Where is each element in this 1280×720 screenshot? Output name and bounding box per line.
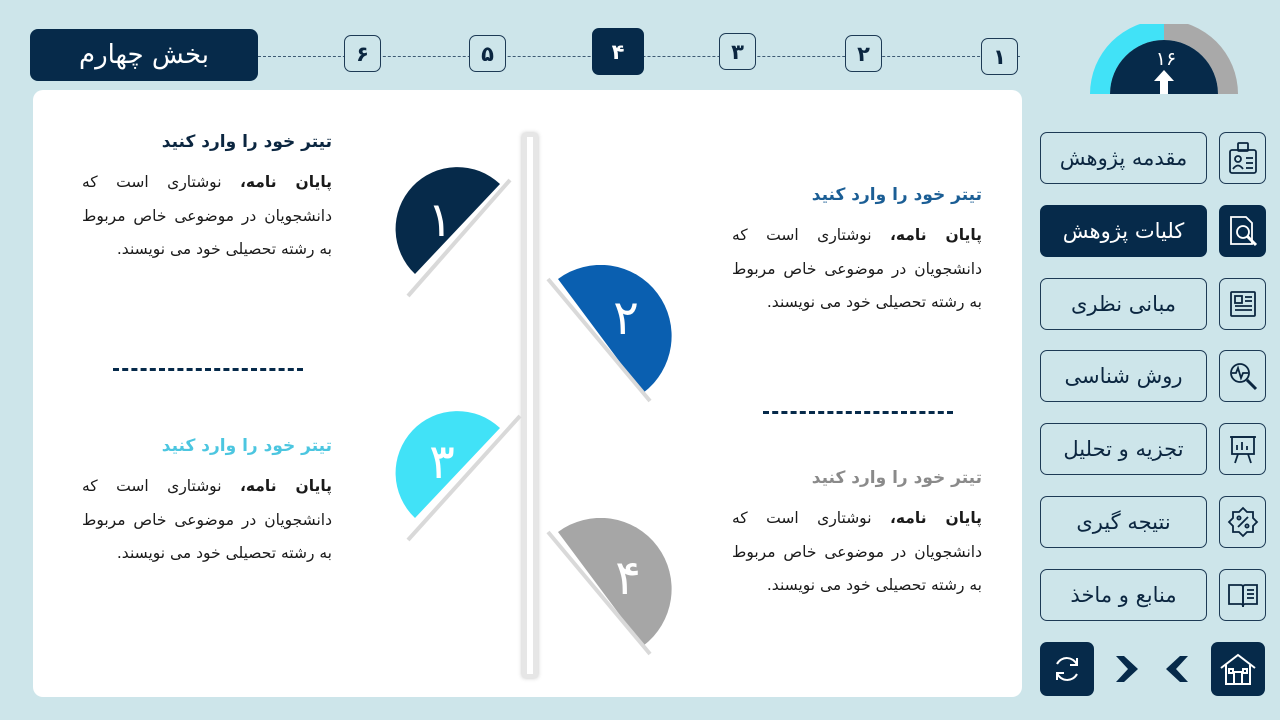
- block-2-body: [732, 219, 982, 320]
- badge-2-number: ۲: [613, 290, 639, 346]
- menu-methodology-button[interactable]: روش شناسی: [1040, 350, 1207, 402]
- step-5[interactable]: ۵: [469, 35, 506, 72]
- block-3-title: تیتر خود را وارد کنید: [161, 436, 332, 456]
- home-button[interactable]: [1211, 642, 1265, 696]
- block-2-text: نوشتاری است که دانشجویان در موضوعی خاص مربوط به رشته تحصیلی خود می نویسند.: [732, 226, 982, 311]
- step-6[interactable]: ۶: [344, 35, 381, 72]
- divider-right: [763, 411, 953, 414]
- block-4-body: [732, 502, 982, 603]
- block-1-title: تیتر خود را وارد کنید: [161, 132, 332, 152]
- badge-4-number: ۴: [615, 550, 641, 606]
- section-title: بخش چهارم: [30, 29, 258, 81]
- menu-references-button[interactable]: منابع و ماخذ: [1040, 569, 1207, 621]
- block-3-text: نوشتاری است که دانشجویان در موضوعی خاص مربوط به رشته تحصیلی خود می نویسند.: [82, 477, 332, 562]
- menu-overview-button[interactable]: کلیات پژوهش: [1040, 205, 1207, 257]
- refresh-button[interactable]: [1040, 642, 1094, 696]
- badge-3-number: ۳: [429, 434, 455, 490]
- percent-badge-icon[interactable]: [1219, 496, 1266, 548]
- magnifier-pulse-icon[interactable]: [1219, 350, 1266, 402]
- timeline-axis: [522, 133, 538, 678]
- text-block-4: [732, 468, 982, 603]
- block-4-bold: پایان نامه،: [890, 509, 982, 527]
- newspaper-icon[interactable]: [1219, 278, 1266, 330]
- block-1-body: [82, 166, 332, 267]
- menu-theory-button[interactable]: مبانی نظری: [1040, 278, 1207, 330]
- chevron-left-icon[interactable]: [1160, 652, 1194, 686]
- step-1[interactable]: ۱: [981, 38, 1018, 75]
- text-block-1: [82, 132, 332, 267]
- step-4-active[interactable]: ۴: [592, 28, 644, 75]
- block-1-bold: پایان نامه،: [240, 173, 332, 191]
- block-4-title: تیتر خود را وارد کنید: [811, 468, 982, 488]
- open-book-icon[interactable]: [1219, 569, 1266, 621]
- block-2-title: تیتر خود را وارد کنید: [811, 185, 982, 205]
- badge-1-number: ۱: [427, 192, 453, 248]
- step-3[interactable]: ۳: [719, 33, 756, 70]
- divider-left: [113, 368, 303, 371]
- block-3-body: [82, 470, 332, 571]
- text-block-2: [732, 185, 982, 320]
- block-1-text: نوشتاری است که دانشجویان در موضوعی خاص مربوط به رشته تحصیلی خود می نویسند.: [82, 173, 332, 258]
- page-number: ۱۶: [1155, 48, 1177, 70]
- refresh-icon: [1050, 652, 1084, 686]
- block-2-bold: پایان نامه،: [890, 226, 982, 244]
- menu-conclusion-button[interactable]: نتیجه گیری: [1040, 496, 1207, 548]
- step-2[interactable]: ۲: [845, 35, 882, 72]
- block-4-text: نوشتاری است که دانشجویان در موضوعی خاص مربوط به رشته تحصیلی خود می نویسند.: [732, 509, 982, 594]
- home-icon: [1218, 651, 1258, 687]
- presentation-board-icon[interactable]: [1219, 423, 1266, 475]
- block-3-bold: پایان نامه،: [240, 477, 332, 495]
- menu-analysis-button[interactable]: تجزیه و تحلیل: [1040, 423, 1207, 475]
- document-search-icon[interactable]: [1219, 205, 1266, 257]
- text-block-3: [82, 436, 332, 571]
- id-card-icon[interactable]: [1219, 132, 1266, 184]
- menu-intro-button[interactable]: مقدمه پژوهش: [1040, 132, 1207, 184]
- chevron-right-icon[interactable]: [1110, 652, 1144, 686]
